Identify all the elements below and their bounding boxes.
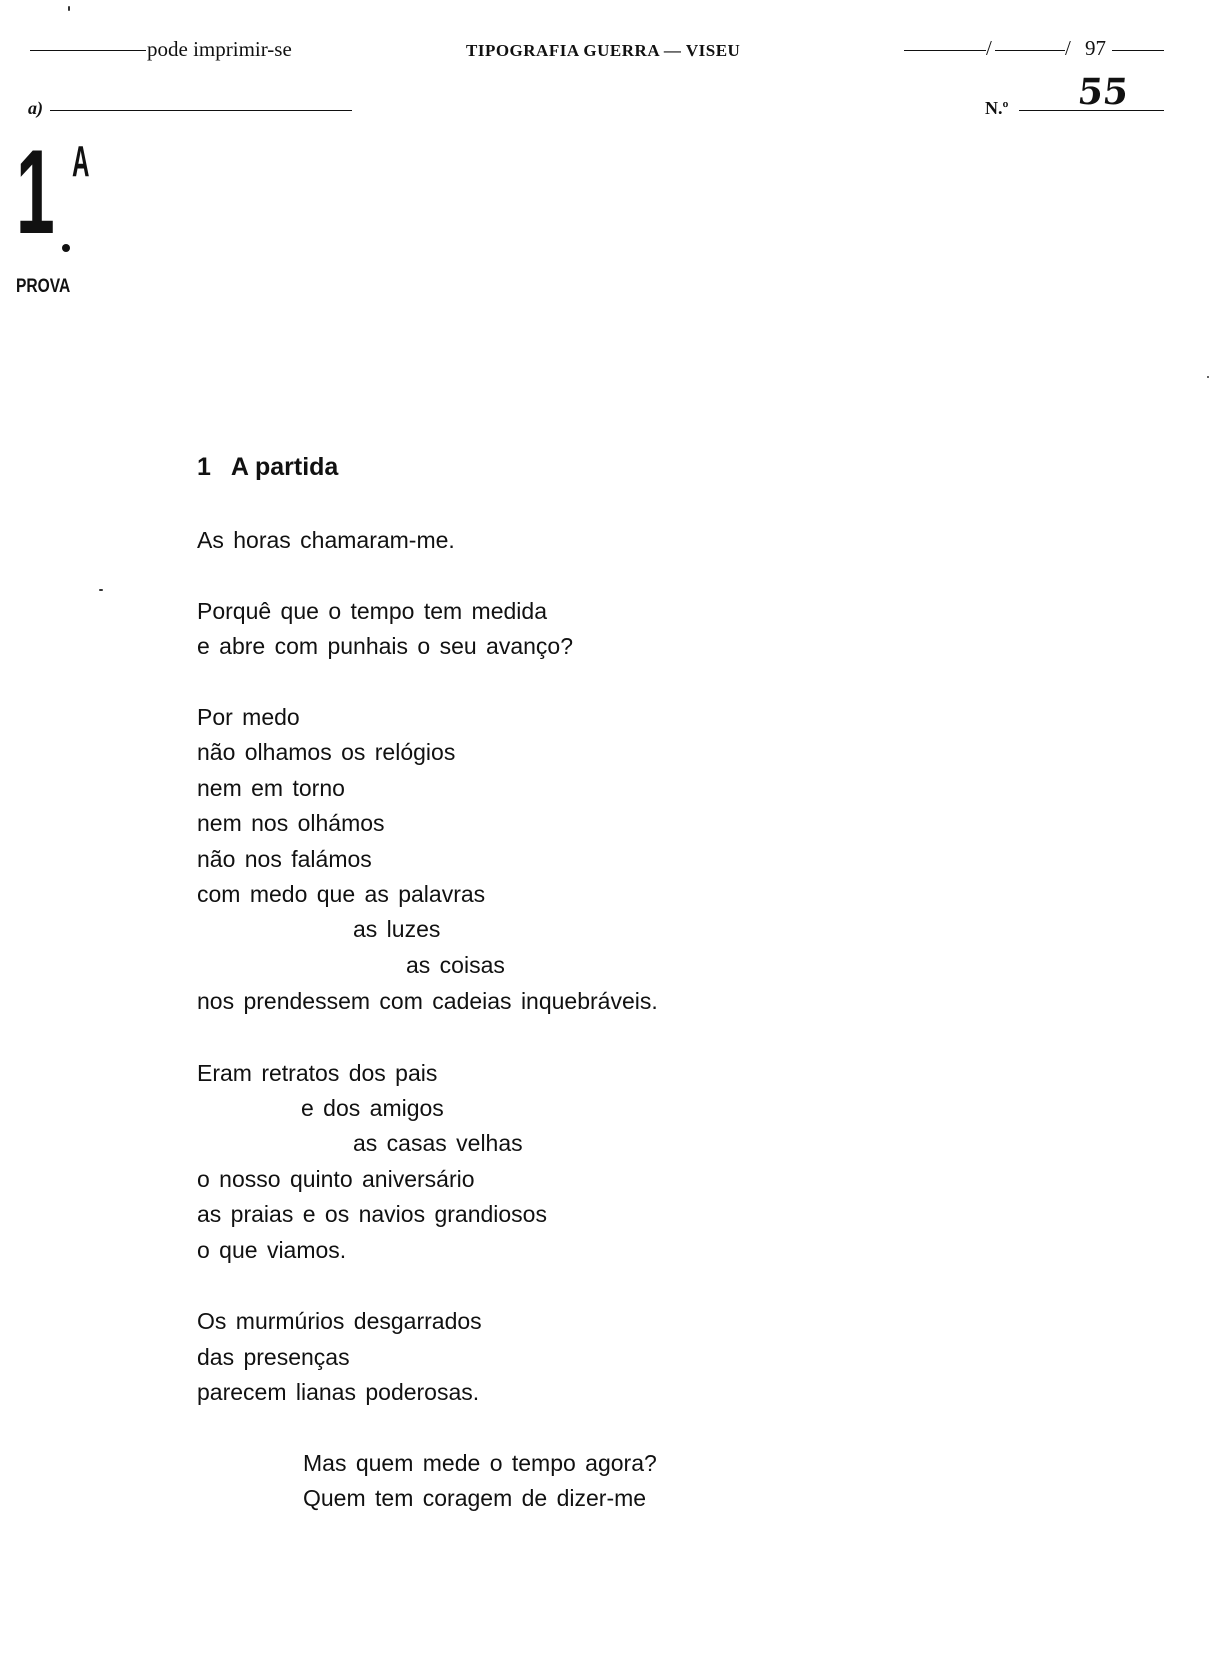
date-slash-2: / <box>1065 36 1071 60</box>
stamp-number: 1 <box>16 125 55 259</box>
poem-line: as coisas <box>406 952 505 978</box>
poem-line: não olhamos os relógios <box>197 739 456 765</box>
poem-line: nos prendessem com cadeias inquebráveis. <box>197 988 658 1014</box>
poem-line: nem nos olhámos <box>197 810 385 836</box>
poem-line: com medo que as palavras <box>197 881 486 907</box>
poem-line: o que viamos. <box>197 1237 347 1263</box>
poem-line: Quem tem coragem de dizer-me <box>303 1485 647 1511</box>
poem-title <box>197 455 338 480</box>
poem-line: as casas velhas <box>353 1130 523 1156</box>
scan-speck <box>99 589 103 591</box>
poem-line: Os murmúrios desgarrados <box>197 1308 482 1334</box>
poem-title-text: A partida <box>230 453 339 481</box>
poem-line: Porquê que o tempo tem medida <box>197 598 547 624</box>
printer-name: TIPOGRAFIA GUERRA — VISEU <box>466 41 741 60</box>
handwritten-number: 55 <box>1075 71 1131 113</box>
poem-line: Por medo <box>197 704 300 730</box>
number-label: N.º <box>985 98 1009 118</box>
date-day-rule <box>904 50 986 51</box>
stamp-superscript: A <box>72 137 90 186</box>
poem-line: não nos falámos <box>197 846 372 872</box>
poem-line: Mas quem mede o tempo agora? <box>303 1450 657 1476</box>
poem-line: Eram retratos dos pais <box>197 1060 438 1086</box>
poem-line: e dos amigos <box>301 1095 444 1121</box>
date-slash-1: / <box>986 36 992 60</box>
signature-rule <box>50 110 352 111</box>
stamp-dot <box>62 244 70 252</box>
date-month-rule <box>995 50 1065 51</box>
date-year: 97 <box>1085 36 1106 60</box>
scan-speck <box>1207 376 1209 378</box>
poem-line: as luzes <box>353 916 441 942</box>
scan-speck <box>68 6 70 11</box>
poem-line: e abre com punhais o seu avanço? <box>197 633 574 659</box>
date-year-rule <box>1112 50 1164 51</box>
poem-line: parecem lianas poderosas. <box>197 1379 480 1405</box>
poem-line: as praias e os navios grandiosos <box>197 1201 547 1227</box>
permission-label: pode imprimir-se <box>147 37 292 61</box>
poem-line: nem em torno <box>197 775 345 801</box>
signature-prefix: a) <box>28 98 43 118</box>
poem-line: As horas chamaram-me. <box>197 527 455 553</box>
permission-rule <box>30 50 146 51</box>
poem-line: o nosso quinto aniversário <box>197 1166 475 1192</box>
poem-line: das presenças <box>197 1344 350 1370</box>
stamp-label: PROVA <box>16 276 71 297</box>
poem-number: 1 <box>197 453 211 481</box>
